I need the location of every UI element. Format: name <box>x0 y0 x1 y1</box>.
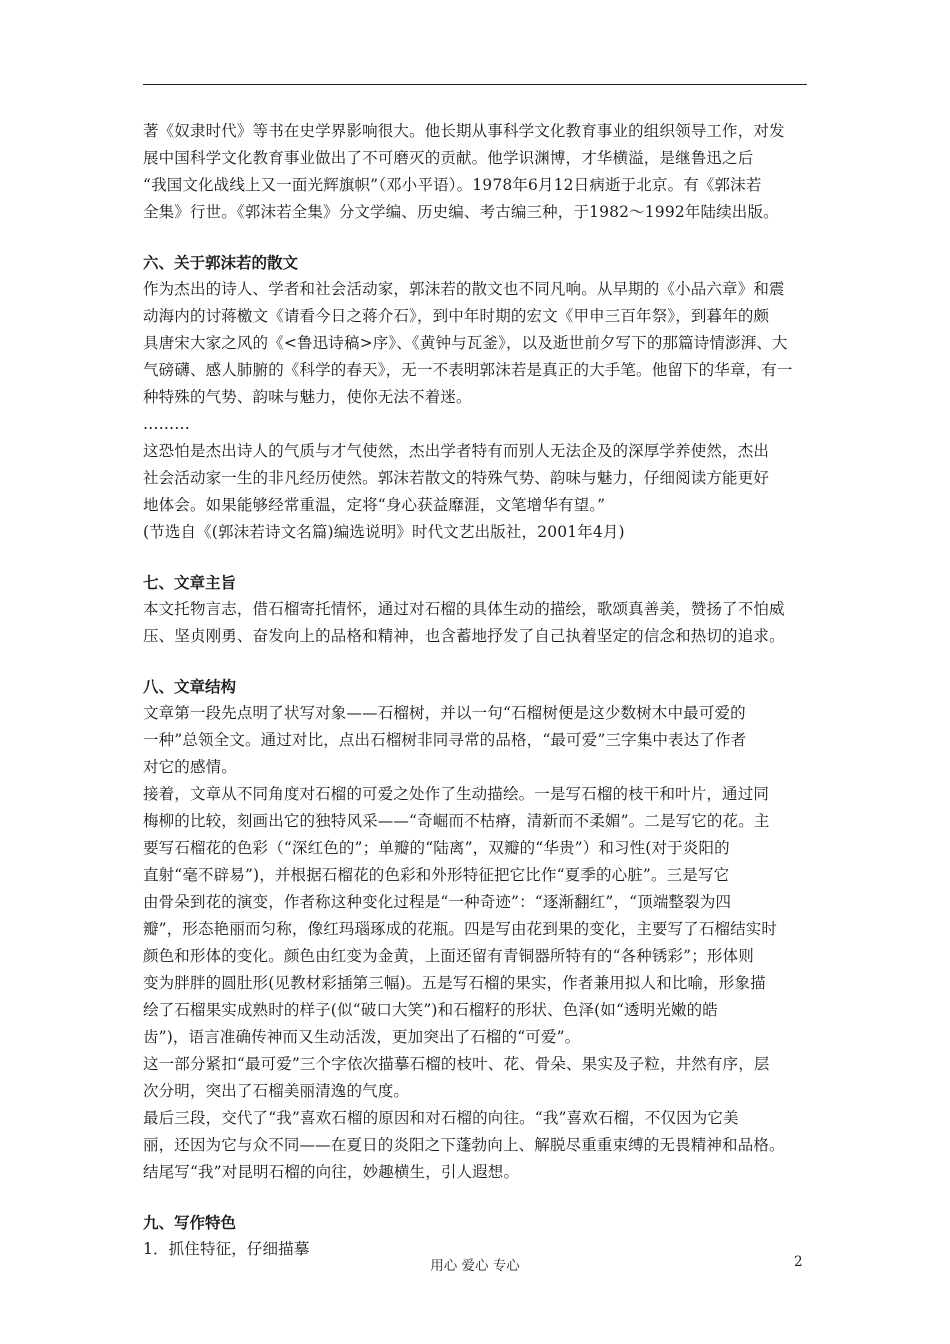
text-line: 这恐怕是杰出诗人的气质与才气使然，杰出学者特有而别人无法企及的深厚学养使然，杰出 <box>143 442 770 460</box>
text-line: 变为胖胖的圆肚形(见教材彩插第三幅)。五是写石榴的果实，作者兼用拟人和比喻，形象描 <box>143 974 766 992</box>
text-line: 接着，文章从不同角度对石榴的可爱之处作了生动描绘。一是写石榴的枝干和叶片，通过同 <box>143 785 770 803</box>
text-line: 丽，还因为它与众不同——在夏日的炎阳之下蓬勃向上、解脱尽重重束缚的无畏精神和品格。 <box>143 1136 785 1154</box>
text-line: 梅柳的比较，刻画出它的独特风采——“奇崛而不枯瘠，清新而不柔媚”。二是写它的花。主 <box>143 812 770 830</box>
section-heading: 七、文章主旨 <box>143 573 237 592</box>
section-heading: 六、关于郭沫若的散文 <box>143 253 299 272</box>
text-line: 颜色和形体的变化。颜色由红变为金黄，上面还留有青铜器所特有的“各种锈彩”；形体则 <box>143 947 754 965</box>
text-line: 著《奴隶时代》等书在史学界影响很大。他长期从事科学文化教育事业的组织领导工作，对发 <box>143 122 785 140</box>
text-line: 种特殊的气势、韵味与魅力，使你无法不着迷。 <box>143 388 472 406</box>
text-line: 地体会。如果能够经常重温，定将“身心获益靡涯，文笔增华有望。” <box>143 496 606 514</box>
text-line: 压、坚贞刚勇、奋发向上的品格和精神，也含蓄地抒发了自己执着坚定的信念和热切的追求。 <box>143 627 785 645</box>
text-line: 对它的感情。 <box>143 758 237 776</box>
text-line: 文章第一段先点明了状写对象——石榴树，并以一句“石榴树便是这少数树木中最可爱的 <box>143 704 746 722</box>
text-line: 气磅礴、感人肺腑的《科学的春天》，无一不表明郭沫若是真正的大手笔。他留下的华章，有一 <box>143 361 793 379</box>
text-line: 作为杰出的诗人、学者和社会活动家，郭沫若的散文也不同凡响。从早期的《小品六章》和震 <box>143 280 785 298</box>
text-line: 具唐宋大家之风的《<鲁迅诗稿>序》、《黄钟与瓦釜》，以及逝世前夕写下的那篇诗情澎湃、大 <box>143 334 788 352</box>
text-line: “我国文化战线上又一面光辉旗帜”（邓小平语）。1978年6月12日病逝于北京。有《郭沫若 <box>143 176 762 194</box>
header-rule <box>143 84 807 85</box>
text-line: 一种”总领全文。通过对比，点出石榴树非同寻常的品格，“最可爱”三字集中表达了作者 <box>143 731 747 749</box>
text-line: 社会活动家一生的非凡经历使然。郭沫若散文的特殊气势、韵味与魅力，仔细阅读方能更好 <box>143 469 770 487</box>
intro-paragraph <box>143 118 807 226</box>
text-line: 本文托物言志，借石榴寄托情怀，通过对石榴的具体生动的描绘，歌颂真善美，赞扬了不怕威 <box>143 600 785 618</box>
text-line: 1．抓住特征，仔细描摹 <box>143 1240 310 1258</box>
text-line: 绘了石榴果实成熟时的样子(似“破口大笑”)和石榴籽的形状、色泽(如“透明光嫩的皓 <box>143 1001 718 1019</box>
section-prose <box>143 249 807 546</box>
page-content <box>143 118 807 1263</box>
footer-motto: 用心 爱心 专心 <box>430 1258 520 1274</box>
text-line: 瓣”，形态艳丽而匀称，像红玛瑙琢成的花瓶。四是写由花到果的变化，主要写了石榴结实时 <box>143 920 778 938</box>
text-line: 直射“毫不辟易”)，并根据石榴花的色彩和外形特征把它比作“夏季的心脏”。三是写它 <box>143 866 730 884</box>
page-number: 2 <box>794 1254 803 1270</box>
text-line: 最后三段，交代了“我”喜欢石榴的原因和对石榴的向往。“我”喜欢石榴，不仅因为它美 <box>143 1109 739 1127</box>
section-structure <box>143 673 807 1186</box>
section-theme <box>143 569 807 650</box>
text-line: 全集》行世。《郭沫若全集》分文学编、历史编、考古编三种，于1982～1992年陆续出版。 <box>143 203 779 221</box>
section-heading: 八、文章结构 <box>143 677 237 696</box>
text-line: 齿”)，语言准确传神而又生动活泼，更加突出了石榴的“可爱”。 <box>143 1028 581 1046</box>
text-line: 动海内的讨蒋檄文《请看今日之蒋介石》，到中年时期的宏文《甲申三百年祭》，到暮年的颇 <box>143 307 770 325</box>
section-heading: 九、写作特色 <box>143 1213 237 1232</box>
text-line: 要写石榴花的色彩（“深红色的”；单瓣的“陆离”，双瓣的“华贵”）和习性(对于炎阳的 <box>143 839 730 857</box>
text-line: 展中国科学文化教育事业做出了不可磨灭的贡献。他学识渊博，才华横溢，是继鲁迅之后 <box>143 149 754 167</box>
text-line: 次分明，突出了石榴美丽清逸的气度。 <box>143 1082 410 1100</box>
text-line: 结尾写“我”对昆明石榴的向往，妙趣横生，引人遐想。 <box>143 1163 520 1181</box>
source-citation: (节选自《(郭沫若诗文名篇)编选说明》时代文艺出版社，2001年4月) <box>143 523 625 541</box>
text-line: 这一部分紧扣“最可爱”三个字依次描摹石榴的枝叶、花、骨朵、果实及子粒，井然有序，层 <box>143 1055 770 1073</box>
text-line: 由骨朵到花的演变，作者称这种变化过程是“一种奇迹”：“逐渐翻红”，“顶端整裂为四 <box>143 893 732 911</box>
ellipsis-line: ……… <box>143 415 190 433</box>
